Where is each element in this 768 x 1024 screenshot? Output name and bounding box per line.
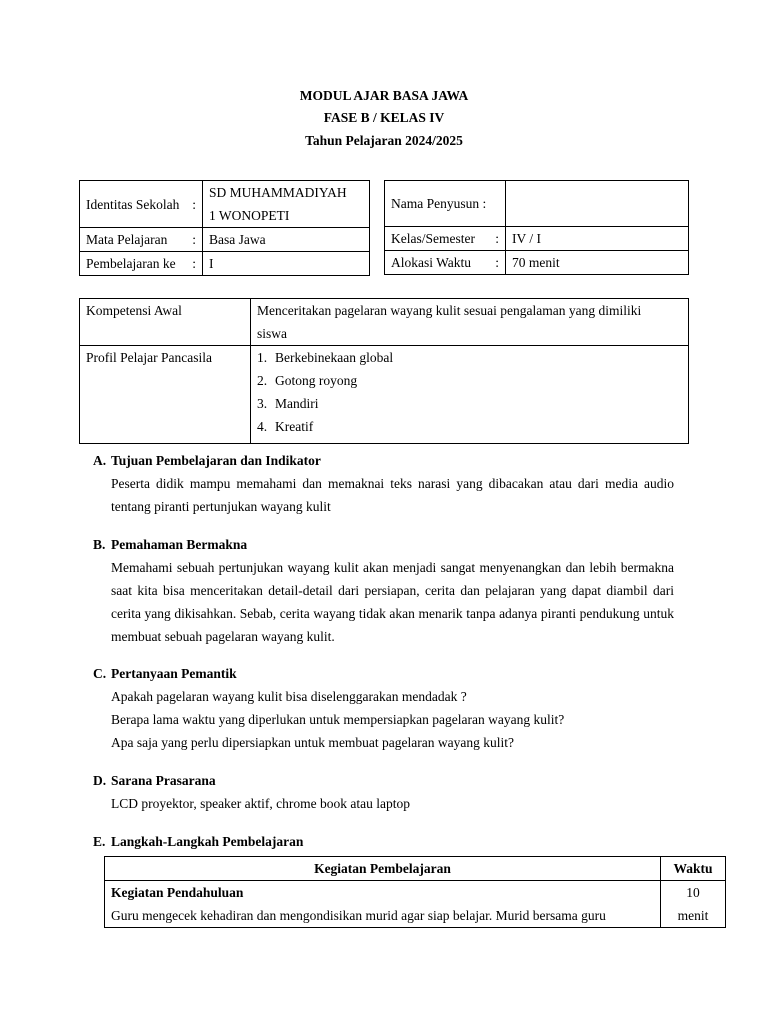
profile-list-cell	[251, 346, 689, 444]
module-title: MODUL AJAR BASA JAWA	[299, 88, 469, 103]
section-a-title: Tujuan Pembelajaran dan Indikator	[111, 453, 321, 468]
meeting-label-cell: Pembelajaran ke :	[80, 252, 203, 276]
class-value: IV / I	[506, 227, 689, 251]
meeting-value: I	[203, 252, 370, 276]
time-value: 70 menit	[506, 251, 689, 275]
section-d: D. Sarana Prasarana LCD proyektor, speaker aktif, chrome book atau laptop	[93, 769, 674, 815]
identity-table-left	[79, 180, 370, 276]
author-label: Nama Penyusun :	[385, 181, 506, 227]
section-a: A. Tujuan Pembelajaran dan Indikator Peserta didik mampu memahami dan memaknai teks narasi yang dibacakan atau dari media audio tentang piranti pertunjukan wayang kulit	[93, 449, 674, 518]
col-time-header: Waktu	[661, 857, 726, 881]
list-item: 1. Berkebinekaan global	[257, 350, 394, 365]
list-item: 3. Mandiri	[257, 396, 319, 411]
section-c-title: Pertanyaan Pemantik	[111, 666, 237, 681]
section-b-text: Memahami sebuah pertunjukan wayang kulit akan menjadi sangat menyenangkan dan lebih bermakna saat kita bisa menceritakan detail-detail dari persiapan, cerita dan pelajaran yang dapat diambil dari cerita yang dikisahkan. Sebab, cerita wayang tidak akan menarik tanpa adanya piranti pendukung untuk membuat sebuah pagelaran wayang kulit.	[111, 560, 674, 644]
time-label-cell: Alokasi Waktu :	[385, 251, 506, 275]
initial-competency-label: Kompetensi Awal	[80, 299, 251, 346]
initial-competency-value: Menceritakan pagelaran wayang kulit sesuai pengalaman yang dimiliki siswa	[251, 299, 689, 346]
section-c: C. Pertanyaan Pemantik Apakah pagelaran wayang kulit bisa diselenggarakan mendadak ? Berapa lama waktu yang diperlukan untuk mempersiapkan pagelaran wayang kulit? Apa saja yang perlu dipersiapkan untuk membuat pagelaran wayang kulit?	[93, 662, 674, 754]
time-label: Alokasi Waktu	[391, 255, 472, 270]
intro-activity-cell	[105, 881, 661, 928]
question-3: Apa saja yang perlu dipersiapkan untuk membuat pagelaran wayang kulit?	[111, 735, 514, 750]
intro-text: Guru mengecek kehadiran dan mengondisikan murid agar siap belajar. Murid bersama guru	[111, 908, 606, 923]
section-a-text: Peserta didik mampu memahami dan memaknai teks narasi yang dibacakan atau dari media audio tentang piranti pertunjukan wayang kulit	[111, 476, 674, 514]
profile-label: Profil Pelajar Pancasila	[80, 346, 251, 444]
question-2: Berapa lama waktu yang diperlukan untuk mempersiapkan pagelaran wayang kulit?	[111, 712, 565, 727]
author-value	[506, 181, 689, 227]
identity-table-right	[384, 180, 689, 275]
col-activity-header: Kegiatan Pembelajaran	[105, 857, 661, 881]
school-name-line2: 1 WONOPETI	[209, 208, 290, 223]
section-e: E. Langkah-Langkah Pembelajaran	[93, 830, 674, 853]
school-value-cell	[203, 181, 370, 228]
school-year: Tahun Pelajaran 2024/2025	[305, 133, 463, 148]
class-label: Kelas/Semester	[391, 231, 475, 246]
class-label-cell: Kelas/Semester :	[385, 227, 506, 251]
intro-title: Kegiatan Pendahuluan	[111, 885, 244, 900]
school-label: Identitas Sekolah	[86, 196, 180, 212]
section-b: B. Pemahaman Bermakna Memahami sebuah pertunjukan wayang kulit akan menjadi sangat menyenangkan dan lebih bermakna saat kita bisa menceritakan detail-detail dari persiapan, cerita dan pelajaran yang dapat diambil dari cerita yang dikisahkan. Sebab, cerita wayang tidak akan menarik tanpa adanya piranti pendukung untuk membuat sebuah pagelaran wayang kulit.	[93, 533, 674, 648]
section-b-title: Pemahaman Bermakna	[111, 537, 248, 552]
school-label-cell: Identitas Sekolah :	[80, 181, 203, 228]
profile-list	[257, 346, 682, 443]
subject-label-cell: Mata Pelajaran :	[80, 228, 203, 252]
section-e-title: Langkah-Langkah Pembelajaran	[111, 834, 304, 849]
question-1: Apakah pagelaran wayang kulit bisa diselenggarakan mendadak ?	[111, 689, 467, 704]
list-item: 4. Kreatif	[257, 419, 314, 434]
section-d-text: LCD proyektor, speaker aktif, chrome book atau laptop	[111, 796, 410, 811]
competency-table	[79, 298, 689, 444]
school-name-line1: SD MUHAMMADIYAH	[209, 185, 347, 200]
learning-steps-table	[104, 856, 726, 928]
phase-class: FASE B / KELAS IV	[323, 110, 445, 125]
intro-time-cell: 10 menit	[661, 881, 726, 928]
subject-label: Mata Pelajaran	[86, 232, 168, 247]
list-item: 2. Gotong royong	[257, 373, 358, 388]
section-d-title: Sarana Prasarana	[111, 773, 216, 788]
subject-value: Basa Jawa	[203, 228, 370, 252]
meeting-label: Pembelajaran ke	[86, 256, 176, 271]
